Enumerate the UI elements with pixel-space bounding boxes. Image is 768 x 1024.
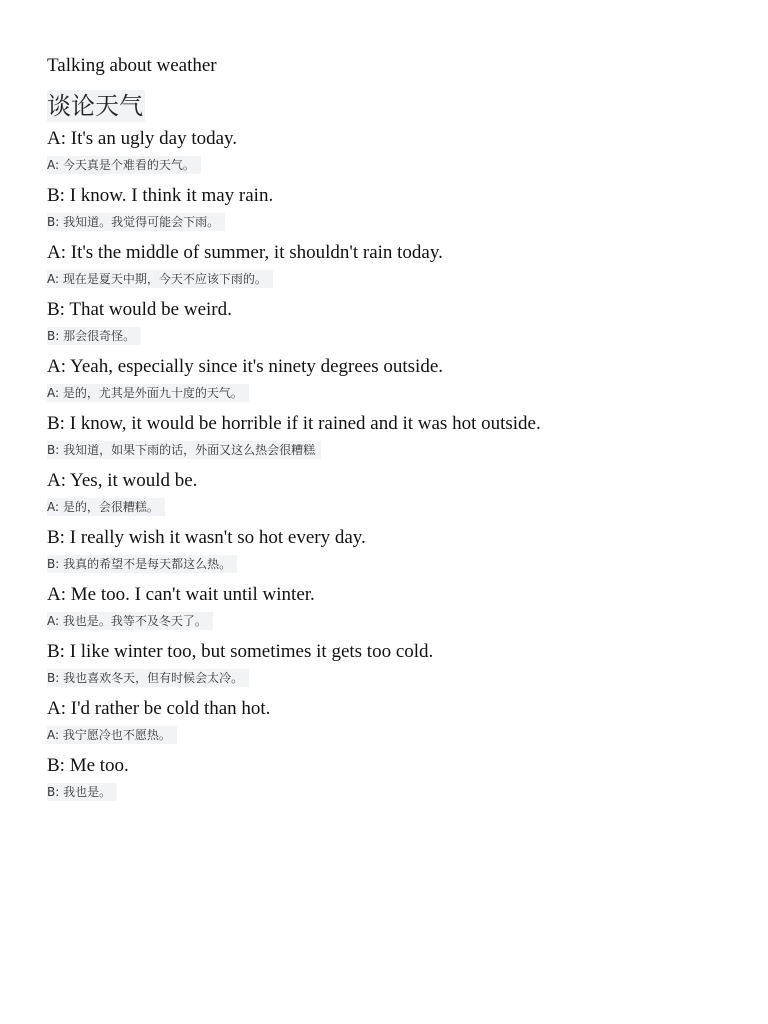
dialogue-line — [47, 124, 737, 181]
line-chinese: A: 我也是。我等不及冬天了。 — [47, 612, 213, 630]
dialogue — [47, 124, 737, 808]
dialogue-line — [47, 295, 737, 352]
line-chinese: B: 我也是。 — [47, 783, 117, 801]
line-english: B: That would be weird. — [47, 299, 232, 320]
dialogue-line — [47, 466, 737, 523]
line-english: A: I'd rather be cold than hot. — [47, 698, 271, 719]
dialogue-line — [47, 181, 737, 238]
dialogue-line — [47, 580, 737, 637]
line-english: B: I really wish it wasn't so hot every day. — [47, 527, 366, 548]
line-chinese: B: 我知道。我觉得可能会下雨。 — [47, 213, 225, 231]
dialogue-line — [47, 352, 737, 409]
line-chinese: B: 我真的希望不是每天都这么热。 — [47, 555, 237, 573]
dialogue-line — [47, 409, 737, 466]
line-chinese: A: 是的，会很糟糕。 — [47, 498, 165, 516]
line-english: A: Me too. I can't wait until winter. — [47, 584, 315, 605]
line-english: A: Yeah, especially since it's ninety degrees outside. — [47, 356, 444, 377]
document-page — [47, 54, 737, 808]
line-english: B: I like winter too, but sometimes it gets too cold. — [47, 641, 434, 662]
line-chinese: B: 那会很奇怪。 — [47, 327, 141, 345]
dialogue-line — [47, 238, 737, 295]
line-english: B: Me too. — [47, 755, 129, 776]
dialogue-line — [47, 523, 737, 580]
dialogue-line — [47, 751, 737, 808]
line-english: B: I know, it would be horrible if it rained and it was hot outside. — [47, 413, 541, 434]
title-english: Talking about weather — [47, 55, 217, 76]
line-english: A: It's an ugly day today. — [47, 128, 238, 149]
title-chinese: 谈论天气 — [47, 92, 143, 120]
dialogue-line — [47, 637, 737, 694]
line-chinese: A: 今天真是个难看的天气。 — [47, 156, 201, 174]
line-chinese: B: 我知道，如果下雨的话，外面又这么热会很糟糕 — [47, 441, 321, 459]
line-english: A: It's the middle of summer, it shouldn't rain today. — [47, 242, 443, 263]
line-chinese: A: 是的，尤其是外面九十度的天气。 — [47, 384, 249, 402]
line-english: B: I know. I think it may rain. — [47, 185, 274, 206]
dialogue-line — [47, 694, 737, 751]
line-english: A: Yes, it would be. — [47, 470, 198, 491]
line-chinese: A: 我宁愿冷也不愿热。 — [47, 726, 177, 744]
line-chinese: A: 现在是夏天中期，今天不应该下雨的。 — [47, 270, 273, 288]
line-chinese: B: 我也喜欢冬天，但有时候会太冷。 — [47, 669, 249, 687]
